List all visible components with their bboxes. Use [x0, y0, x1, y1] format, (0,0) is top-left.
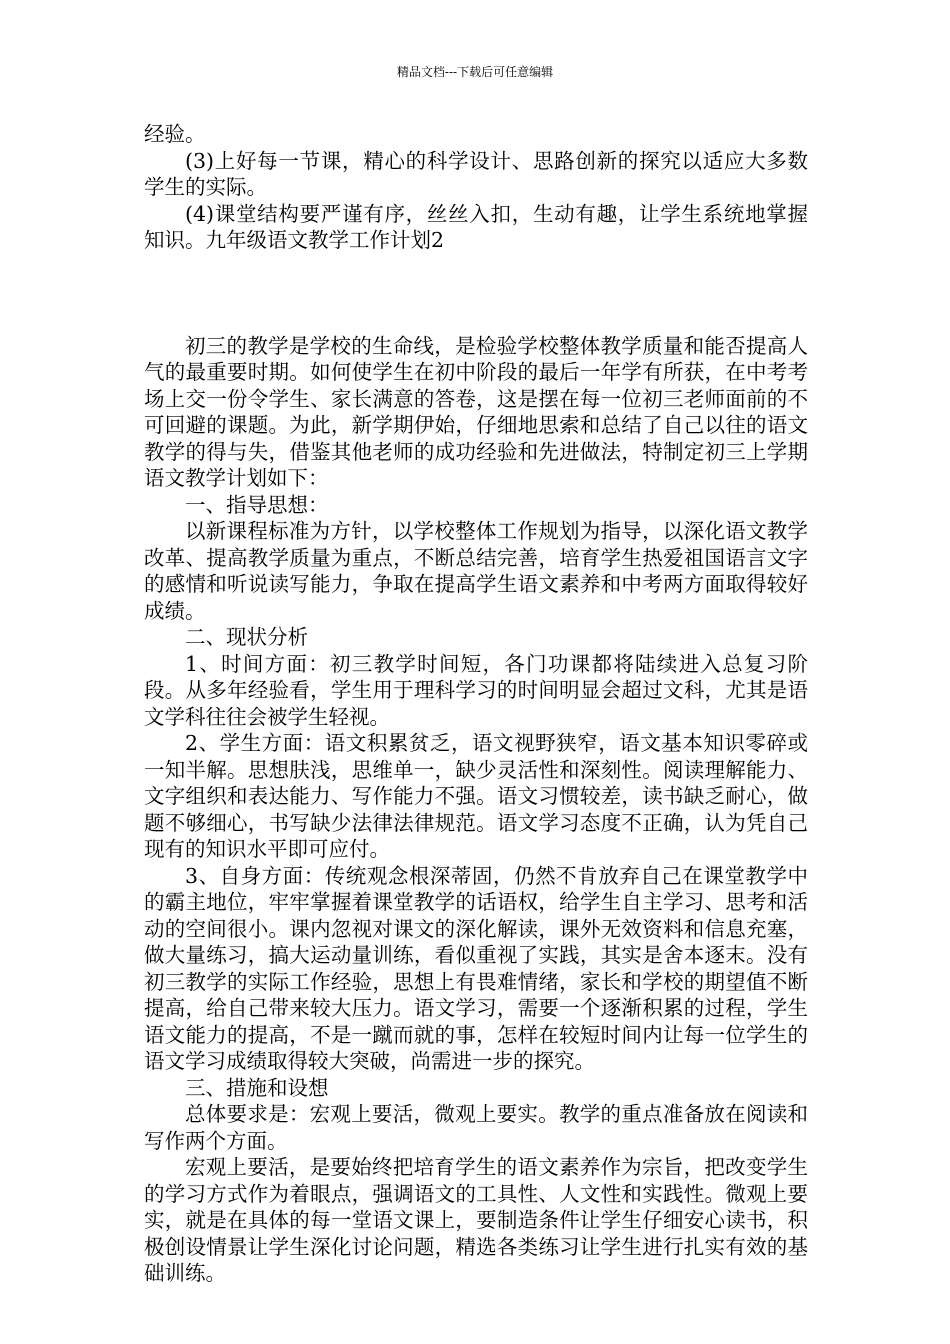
paragraph-time-aspect: 1、时间方面：初三教学时间短，各门功课都将陆续进入总复习阶段。从多年经验看，学生用于理科学习的时间明显会超过文科，尤其是语文学科往往会被学生轻视。 [144, 651, 808, 729]
paragraph-continuation: 经验。 [144, 122, 206, 146]
paragraph-item-3: (3)上好每一节课，精心的科学设计、思路创新的探究以适应大多数学生的实际。 [144, 148, 808, 199]
paragraph-student-aspect: 2、学生方面：语文积累贫乏，语文视野狭窄，语文基本知识零碎或一知半解。思想肤浅，思维单一，缺少灵活性和深刻性。阅读理解能力、文字组织和表达能力、写作能力不强。语文习惯较差，读书缺乏耐心，做题不够细心，书写缺少法律法律规范。语文学习态度不正确，认为凭自己现有的知识水平即可应付。 [144, 731, 808, 861]
section-heading-guiding-ideas: 一、指导思想： [185, 492, 329, 517]
section-gap [144, 254, 808, 333]
document-body [144, 121, 808, 1287]
paragraph-macro-micro: 宏观上要活，是要始终把培育学生的语文素养作为宗旨，把改变学生的学习方式作为着眼点，强调语文的工具性、人文性和实践性。微观上要实，就是在具体的每一堂语文课上，要制造条件让学生仔细安心读书，积极创设情景让学生深化讨论问题，精选各类练习让学生进行扎实有效的基础训练。 [144, 1155, 808, 1285]
paragraph-guiding-ideas: 以新课程标准为方针，以学校整体工作规划为指导，以深化语文教学改革、提高教学质量为重点，不断总结完善，培育学生热爱祖国语言文字的感情和听说读写能力，争取在提高学生语文素养和中考两方面取得较好成绩。 [144, 519, 808, 623]
paragraph-intro: 初三的教学是学校的生命线，是检验学校整体教学质量和能否提高人气的最重要时期。如何使学生在初中阶段的最后一年学有所获，在中考考场上交一份令学生、家长满意的答卷，这是摆在每一位初三老师面前的不可回避的课题。为此，新学期伊始，仔细地思索和总结了自己以往的语文教学的得与失，借鉴其他老师的成功经验和先进做法，特制定初三上学期语文教学计划如下： [144, 333, 808, 490]
paragraph-item-4: (4)课堂结构要严谨有序，丝丝入扣，生动有趣，让学生系统地掌握知识。九年级语文教学工作计划2 [144, 201, 808, 252]
paragraph-self-aspect: 3、自身方面：传统观念根深蒂固，仍然不肯放弃自己在课堂教学中的霸主地位，牢牢掌握着课堂教学的话语权，给学生自主学习、思考和活动的空间很小。课内忽视对课文的深化解读，课外无效资料和信息充塞，做大量练习，搞大运动量训练，看似重视了实践，其实是舍本逐末。没有初三教学的实际工作经验，思想上有畏难情绪，家长和学校的期望值不断提高，给自己带来较大压力。语文学习，需要一个逐渐积累的过程，学生语文能力的提高，不是一蹴而就的事，怎样在较短时间内让每一位学生的语文学习成绩取得较大突破，尚需进一步的探究。 [144, 863, 808, 1073]
paragraph-overall-requirement: 总体要求是：宏观上要活，微观上要实。教学的重点准备放在阅读和写作两个方面。 [144, 1102, 808, 1153]
section-heading-status-analysis: 二、现状分析 [185, 625, 308, 649]
section-heading-measures: 三、措施和设想 [185, 1075, 329, 1100]
page-header: 精品文档---下载后可任意编辑 [396, 65, 554, 79]
